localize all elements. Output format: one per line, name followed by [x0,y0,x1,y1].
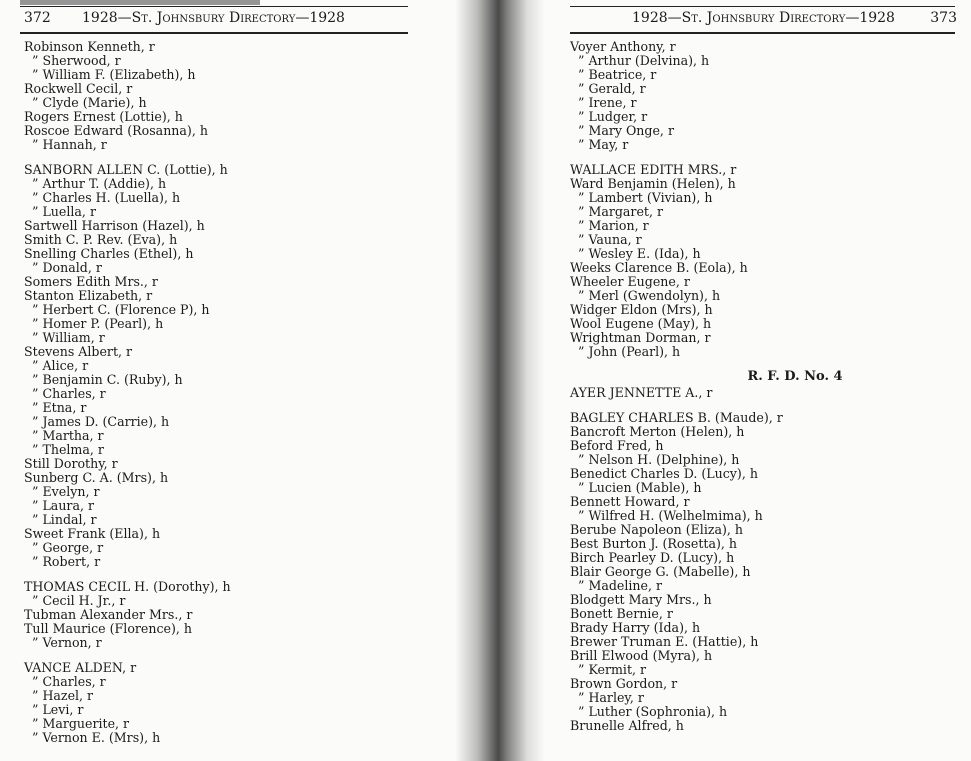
directory-entry: ” Merl (Gwendolyn), h [578,288,721,303]
directory-entry: ” Martha, r [32,428,104,443]
directory-entry: Wheeler Eugene, r [570,274,690,289]
directory-entry: ” Kermit, r [578,662,647,677]
directory-entry: Beford Fred, h [570,438,664,453]
directory-entry: Weeks Clarence B. (Eola), h [570,260,748,275]
directory-entry: Ward Benjamin (Helen), h [570,176,736,191]
directory-entry: ” Madeline, r [578,578,663,593]
directory-entry: ” Hannah, r [32,137,107,152]
directory-entry: ” Wilfred H. (Welhelmima), h [578,508,763,523]
directory-entry: ” George, r [32,540,104,555]
directory-entry: ” Luella, r [32,204,96,219]
directory-entry: ” Hazel, r [32,688,94,703]
directory-entry: ” Harley, r [578,690,644,705]
right-page-header [570,0,955,34]
directory-entry: ” Lindal, r [32,512,97,527]
directory-entry: ” Nelson H. (Delphine), h [578,452,740,467]
rfd-section-heading: R. F. D. No. 4 [747,369,843,384]
directory-entry: Smith C. P. Rev. (Eva), h [24,232,178,247]
directory-entry: ” Herbert C. (Florence P), h [32,302,210,317]
directory-entry: ” Homer P. (Pearl), h [32,316,164,331]
directory-entry: ” Arthur (Delvina), h [578,53,710,68]
directory-entry: ” Vauna, r [578,232,642,247]
directory-entry: ” Ludger, r [578,109,648,124]
directory-entry: ” Evelyn, r [32,484,100,499]
directory-entry: Brunelle Alfred, h [570,718,684,733]
directory-entry: Robinson Kenneth, r [24,39,155,54]
directory-entry: Stanton Elizabeth, r [24,288,153,303]
directory-entry: Bancroft Merton (Helen), h [570,424,745,439]
right-directory-column [570,40,960,733]
directory-entry: ” Charles H. (Luella), h [32,190,181,205]
directory-entry: Wool Eugene (May), h [570,316,712,331]
directory-entry: Sunberg C. A. (Mrs), h [24,470,169,485]
directory-entry: Rogers Ernest (Lottie), h [24,109,183,124]
directory-entry: ” Etna, r [32,400,87,415]
directory-entry: ” Charles, r [32,386,106,401]
left-page-number: 372 [24,10,51,26]
directory-entry: ” John (Pearl), h [578,344,681,359]
directory-entry: Blodgett Mary Mrs., h [570,592,712,607]
directory-entry: Brewer Truman E. (Hattie), h [570,634,759,649]
directory-entry: WALLACE EDITH MRS., r [570,162,737,177]
right-page-number: 373 [930,10,957,26]
directory-entry: Voyer Anthony, r [570,39,676,54]
directory-entry: Best Burton J. (Rosetta), h [570,536,738,551]
directory-entry: ” Vernon E. (Mrs), h [32,730,161,745]
directory-entry: Brill Elwood (Myra), h [570,648,713,663]
directory-entry: Berube Napoleon (Eliza), h [570,522,744,537]
directory-entry: ” Charles, r [32,674,106,689]
directory-entry: Stevens Albert, r [24,344,133,359]
directory-entry: THOMAS CECIL H. (Dorothy), h [24,579,231,594]
directory-entry: Tubman Alexander Mrs., r [24,607,193,622]
directory-entry: ” Beatrice, r [578,67,657,82]
directory-entry: Still Dorothy, r [24,456,118,471]
directory-entry: ” Margaret, r [578,204,663,219]
directory-entry: ” Benjamin C. (Ruby), h [32,372,183,387]
directory-entry: ” Mary Onge, r [578,123,674,138]
directory-entry: SANBORN ALLEN C. (Lottie), h [24,162,228,177]
directory-entry: ” Robert, r [32,554,101,569]
directory-entry: Widger Eldon (Mrs), h [570,302,713,317]
directory-entry: ” Marion, r [578,218,649,233]
directory-entry: ” May, r [578,137,629,152]
directory-entry: Blair George G. (Mabelle), h [570,564,751,579]
directory-entry: ” Donald, r [32,260,102,275]
directory-entry: ” Levi, r [32,702,84,717]
directory-entry: Birch Pearley D. (Lucy), h [570,550,735,565]
directory-entry: ” William F. (Elizabeth), h [32,67,196,82]
book-gutter-shadow [455,0,545,761]
directory-entry: Brown Gordon, r [570,676,678,691]
directory-entry: ” Laura, r [32,498,94,513]
directory-entry: ” Cecil H. Jr., r [32,593,126,608]
directory-entry: ” Vernon, r [32,635,102,650]
directory-entry: Sartwell Harrison (Hazel), h [24,218,205,233]
directory-entry: BAGLEY CHARLES B. (Maude), r [570,410,783,425]
directory-entry: ” Gerald, r [578,81,646,96]
directory-entry: Rockwell Cecil, r [24,81,133,96]
directory-entry: ” Clyde (Marie), h [32,95,147,110]
directory-entry: ” Wesley E. (Ida), h [578,246,701,261]
right-page-title: 1928—St. Johnsbury Directory—1928 [632,10,895,26]
directory-entry: Sweet Frank (Ella), h [24,526,161,541]
directory-entry: AYER JENNETTE A., r [570,385,713,400]
left-directory-column [24,40,444,745]
left-page-title: 1928—St. Johnsbury Directory—1928 [82,10,345,26]
directory-entry: Benedict Charles D. (Lucy), h [570,466,758,481]
left-page-header [20,0,408,34]
directory-entry: ” Sherwood, r [32,53,121,68]
directory-entry: Somers Edith Mrs., r [24,274,158,289]
directory-entry: Tull Maurice (Florence), h [24,621,193,636]
directory-entry: ” Lucien (Mable), h [578,480,702,495]
directory-entry: ” Luther (Sophronia), h [578,704,728,719]
directory-entry: VANCE ALDEN, r [24,660,137,675]
directory-entry: ” Marguerite, r [32,716,130,731]
directory-entry: Bonett Bernie, r [570,606,673,621]
directory-entry: ” Thelma, r [32,442,104,457]
directory-entry: ” Lambert (Vivian), h [578,190,713,205]
directory-entry: ” William, r [32,330,105,345]
directory-entry: ” James D. (Carrie), h [32,414,170,429]
directory-entry: Wrightman Dorman, r [570,330,711,345]
directory-entry: Brady Harry (Ida), h [570,620,701,635]
directory-entry: Snelling Charles (Ethel), h [24,246,194,261]
directory-entry: ” Irene, r [578,95,637,110]
directory-entry: Bennett Howard, r [570,494,690,509]
directory-entry: ” Alice, r [32,358,89,373]
directory-entry: ” Arthur T. (Addie), h [32,176,167,191]
directory-entry: Roscoe Edward (Rosanna), h [24,123,208,138]
